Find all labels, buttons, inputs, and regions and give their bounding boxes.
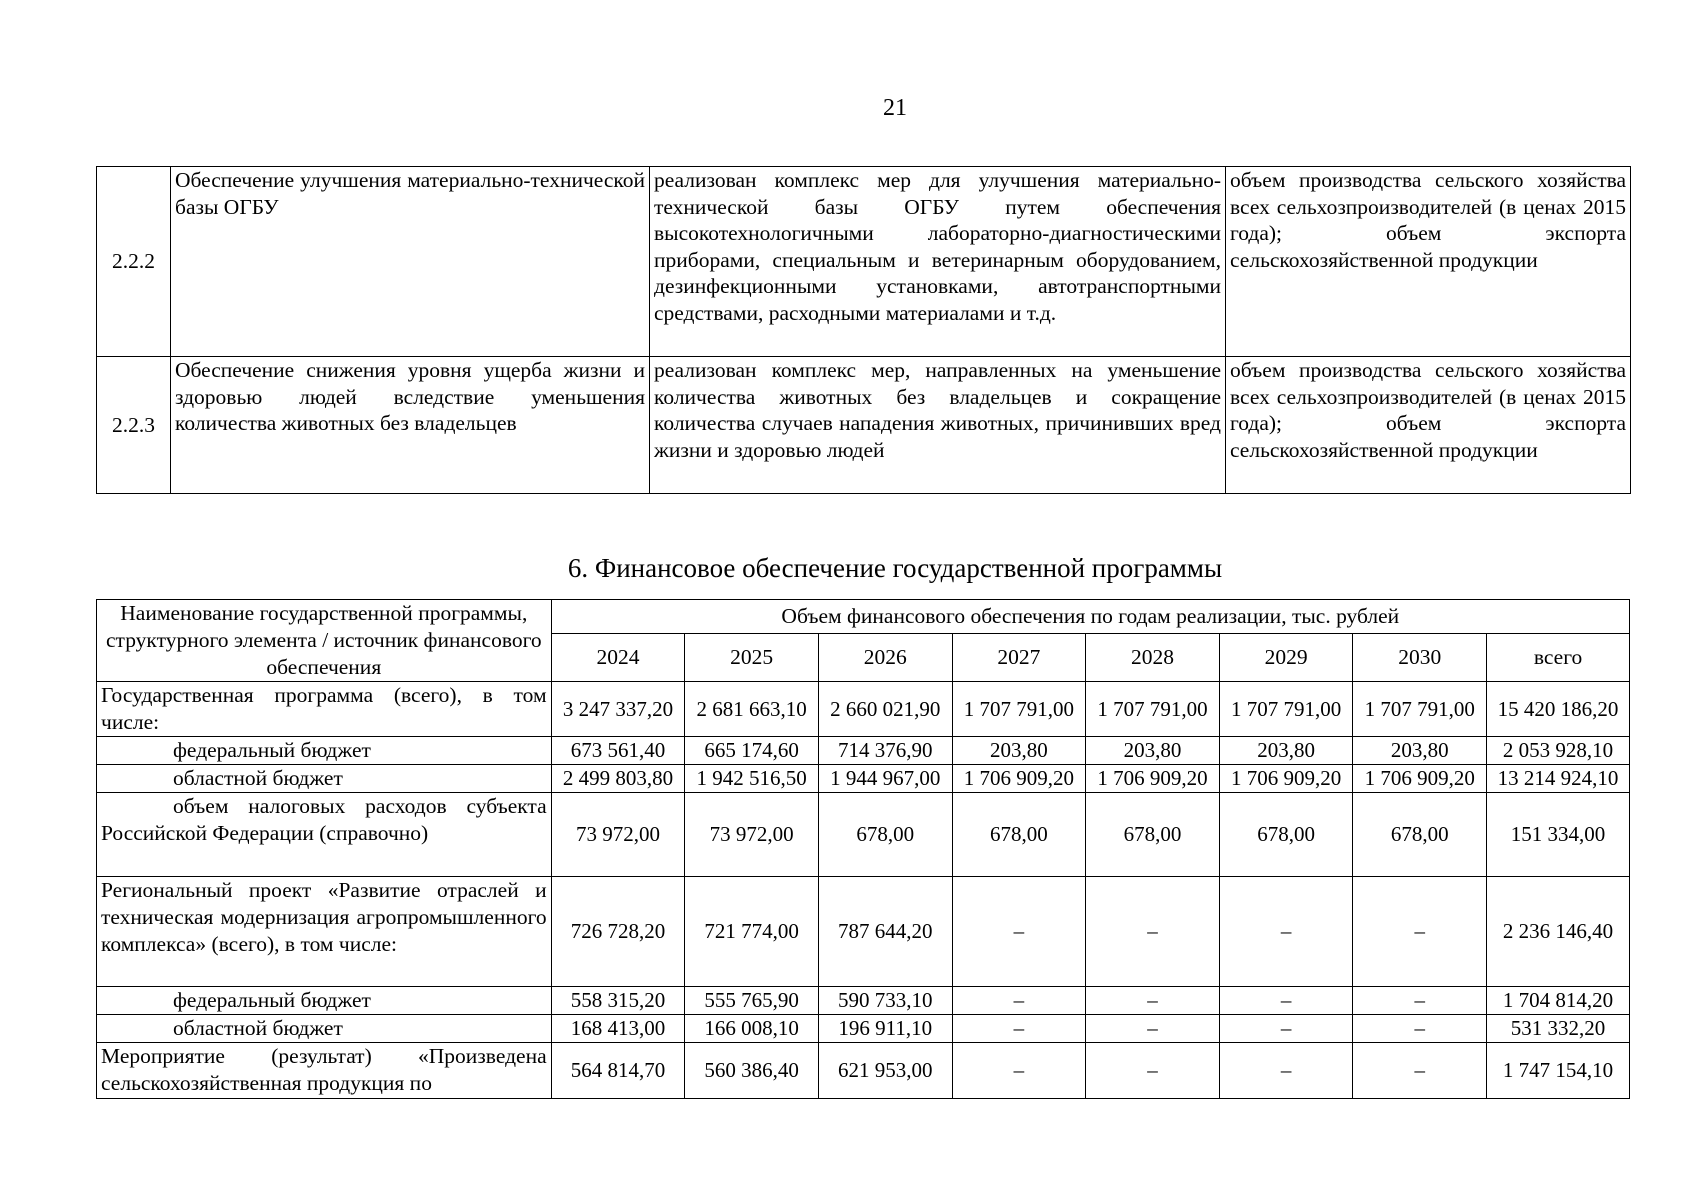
row-name: федеральный бюджет [97,987,552,1015]
value-cell: – [1353,877,1487,987]
value-cell: 1 706 909,20 [952,765,1086,793]
indicator-cell: объем производства сельского хозяйства всех сельхозпроизводителей (в ценах 2015 года); объем экспорта сельскохозяйственной продукции [1226,167,1631,357]
value-cell: 3 247 337,20 [551,682,685,737]
year-header: 2029 [1219,634,1353,682]
year-header: 2030 [1353,634,1487,682]
row-name: Государственная программа (всего), в том числе: [97,682,552,737]
row-number: 2.2.2 [97,167,171,357]
value-cell: 678,00 [1219,793,1353,877]
value-cell: – [1353,1043,1487,1099]
table-row [97,877,1630,987]
year-header: 2025 [685,634,819,682]
value-cell: – [1219,987,1353,1015]
value-cell: 196 911,10 [818,1015,952,1043]
value-cell: 203,80 [1353,737,1487,765]
value-cell: 590 733,10 [818,987,952,1015]
table-row [97,167,1631,357]
value-cell: 73 972,00 [685,793,819,877]
value-cell: 621 953,00 [818,1043,952,1099]
header-volume: Объем финансового обеспечения по годам реализации, тыс. рублей [551,600,1629,634]
value-cell: 1 707 791,00 [952,682,1086,737]
total-header: всего [1487,634,1630,682]
value-cell: 2 681 663,10 [685,682,819,737]
value-cell: 564 814,70 [551,1043,685,1099]
value-cell: – [952,1015,1086,1043]
section-title: 6. Финансовое обеспечение государственной программы [567,553,1223,583]
total-cell: 13 214 924,10 [1487,765,1630,793]
value-cell: 673 561,40 [551,737,685,765]
value-cell: – [1086,987,1220,1015]
financing-table [96,599,1630,1099]
value-cell: 678,00 [818,793,952,877]
table-row [97,1043,1630,1099]
total-cell: 1 747 154,10 [1487,1043,1630,1099]
value-cell: 721 774,00 [685,877,819,987]
value-cell: 714 376,90 [818,737,952,765]
value-cell: – [952,987,1086,1015]
value-cell: 787 644,20 [818,877,952,987]
value-cell: 203,80 [952,737,1086,765]
total-cell: 2 236 146,40 [1487,877,1630,987]
value-cell: 203,80 [1219,737,1353,765]
value-cell: – [1219,1015,1353,1043]
value-cell: 2 499 803,80 [551,765,685,793]
value-cell: 1 707 791,00 [1219,682,1353,737]
value-cell: – [1353,1015,1487,1043]
task-cell: Обеспечение снижения уровня ущерба жизни и здоровью людей вследствие уменьшения количества животных без владельцев [171,357,650,494]
row-number: 2.2.3 [97,357,171,494]
value-cell: 1 706 909,20 [1353,765,1487,793]
value-cell: 1 942 516,50 [685,765,819,793]
row-name: Мероприятие (результат) «Произведена сельскохозяйственная продукция по [97,1043,552,1099]
total-cell: 2 053 928,10 [1487,737,1630,765]
value-cell: – [1219,1043,1353,1099]
value-cell: – [952,877,1086,987]
row-name: областной бюджет [97,765,552,793]
value-cell: 678,00 [1086,793,1220,877]
row-name: Региональный проект «Развитие отраслей и техническая модернизация агропромышленного комплекса» (всего), в том числе: [97,877,552,987]
indicator-cell: объем производства сельского хозяйства всех сельхозпроизводителей (в ценах 2015 года); объем экспорта сельскохозяйственной продукции [1226,357,1631,494]
table-row [97,682,1630,737]
table-row [97,793,1630,877]
year-header: 2024 [551,634,685,682]
year-header: 2026 [818,634,952,682]
value-cell: 1 707 791,00 [1086,682,1220,737]
result-cell: реализован комплекс мер для улучшения материально-технической базы ОГБУ путем обеспечения высокотехнологичными лабораторно-диагностическими приборами, специальным и ветеринарным оборудованием, дезинфекционными установками, автотранспортными средствами, расходными материалами и т.д. [650,167,1226,357]
value-cell: – [1353,987,1487,1015]
value-cell: 1 706 909,20 [1086,765,1220,793]
value-cell: 1 706 909,20 [1219,765,1353,793]
value-cell: – [1086,1043,1220,1099]
measures-table [96,166,1631,494]
row-name: областной бюджет [97,1015,552,1043]
table-row [97,765,1630,793]
total-cell: 1 704 814,20 [1487,987,1630,1015]
value-cell: 1 944 967,00 [818,765,952,793]
year-header: 2028 [1086,634,1220,682]
value-cell: 168 413,00 [551,1015,685,1043]
task-cell: Обеспечение улучшения материально-технической базы ОГБУ [171,167,650,357]
table-row [97,357,1631,494]
value-cell: 73 972,00 [551,793,685,877]
total-cell: 15 420 186,20 [1487,682,1630,737]
header-row [97,600,1630,634]
value-cell: – [952,1043,1086,1099]
value-cell: 678,00 [952,793,1086,877]
value-cell: 560 386,40 [685,1043,819,1099]
row-name: федеральный бюджет [97,737,552,765]
row-name: объем налоговых расходов субъекта Российской Федерации (справочно) [97,793,552,877]
table-row [97,1015,1630,1043]
value-cell: 2 660 021,90 [818,682,952,737]
year-header: 2027 [952,634,1086,682]
value-cell: 1 707 791,00 [1353,682,1487,737]
value-cell: – [1219,877,1353,987]
result-cell: реализован комплекс мер, направленных на уменьшение количества животных без владельцев и сокращение количества случаев нападения животных, причинивших вред жизни и здоровью людей [650,357,1226,494]
value-cell: – [1086,877,1220,987]
page-number: 21 [883,95,907,121]
table-row [97,987,1630,1015]
value-cell: 555 765,90 [685,987,819,1015]
value-cell: 203,80 [1086,737,1220,765]
value-cell: – [1086,1015,1220,1043]
value-cell: 166 008,10 [685,1015,819,1043]
value-cell: 558 315,20 [551,987,685,1015]
total-cell: 531 332,20 [1487,1015,1630,1043]
total-cell: 151 334,00 [1487,793,1630,877]
value-cell: 726 728,20 [551,877,685,987]
value-cell: 678,00 [1353,793,1487,877]
header-name: Наименование государственной программы, структурного элемента / источник финансового обеспечения [97,600,552,682]
table-row [97,737,1630,765]
value-cell: 665 174,60 [685,737,819,765]
